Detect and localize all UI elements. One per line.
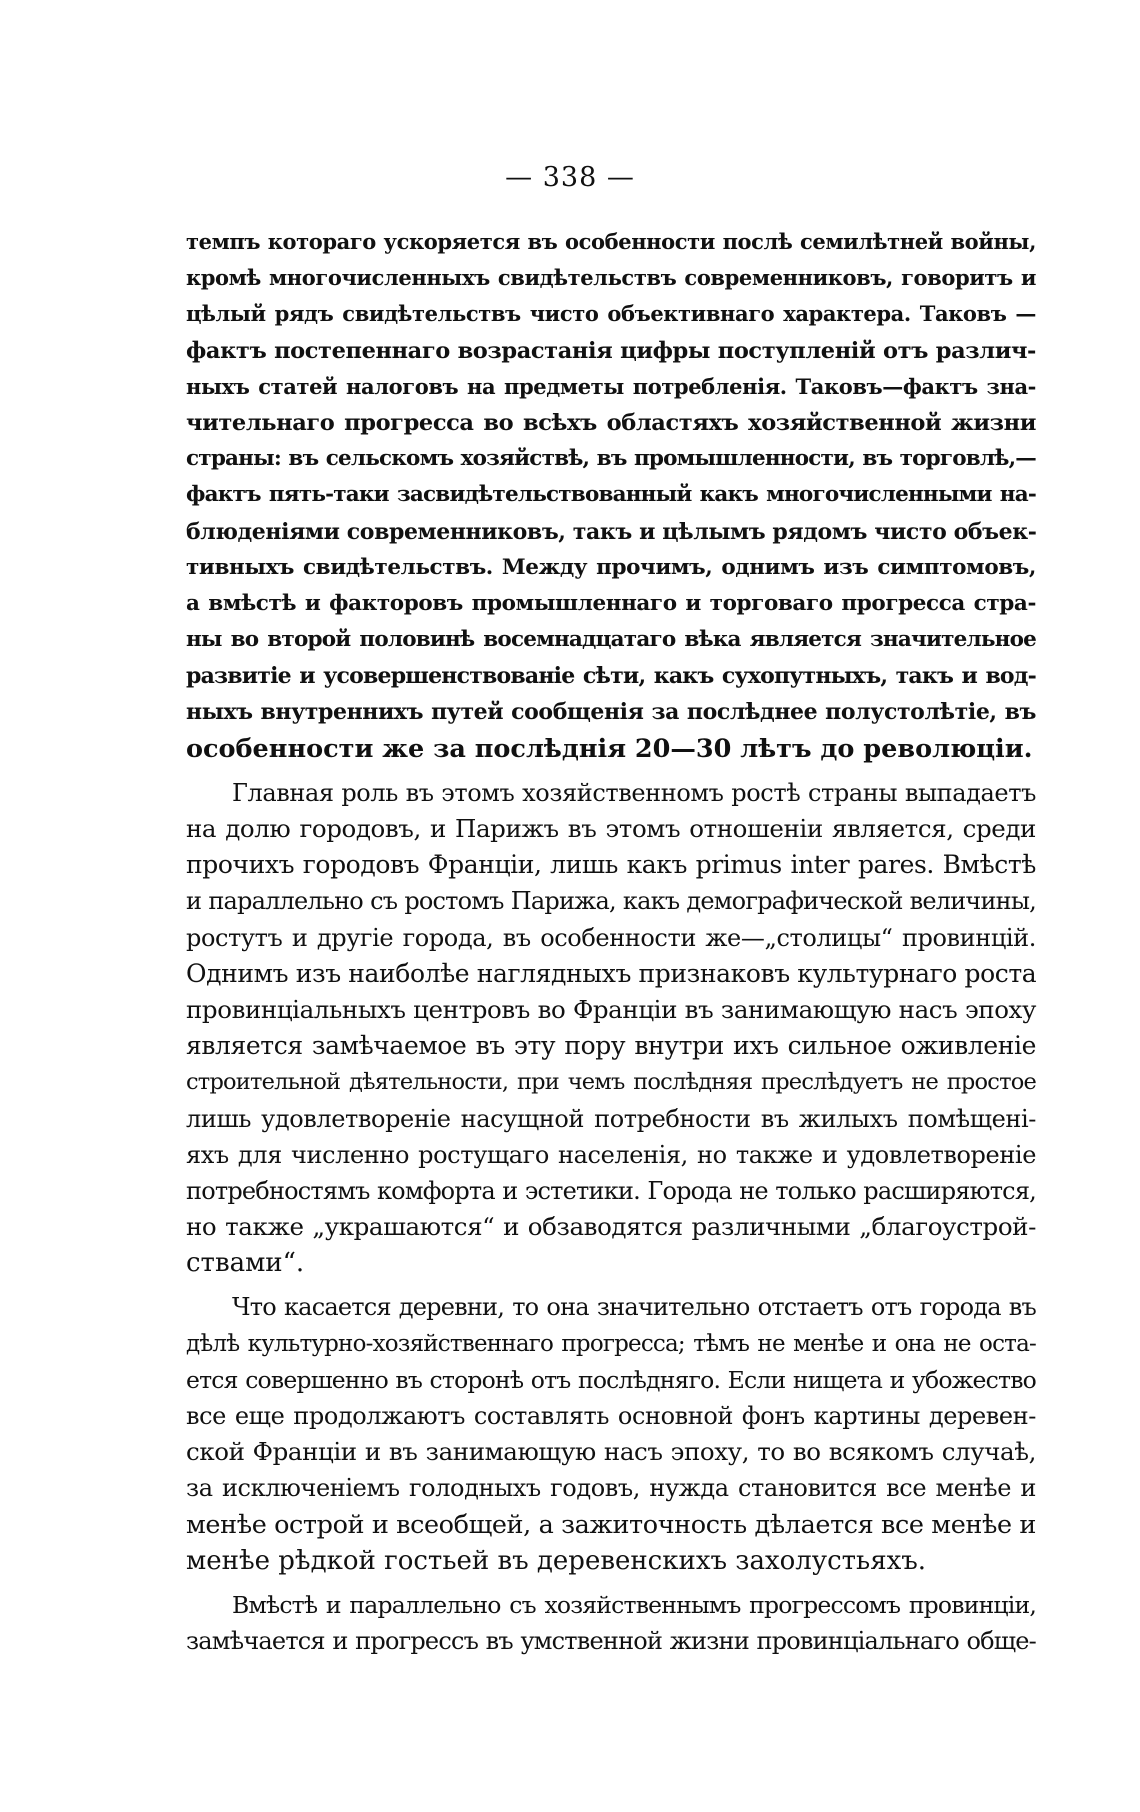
text-line: строительной дѣятельности, при чемъ послѣдняя преслѣдуетъ не простое xyxy=(186,1069,1036,1096)
text-line: цѣлый рядъ свидѣтельствъ чисто объективнаго характера. Таковъ — xyxy=(186,301,1036,327)
text-line: Вмѣстѣ и параллельно съ хозяйственнымъ прогрессомъ провинціи, xyxy=(232,1590,1036,1619)
text-line: прочихъ городовъ Франціи, лишь какъ primus inter pares. Вмѣстѣ xyxy=(186,850,1036,880)
text-line: менѣе острой и всеобщей, а зажиточность дѣлается все менѣе и xyxy=(186,1509,1036,1540)
text-line: страны: въ сельскомъ хозяйствѣ, въ промышленности, въ торговлѣ,— xyxy=(186,446,1036,472)
text-line: тивныхъ свидѣтельствъ. Между прочимъ, однимъ изъ симптомовъ, xyxy=(186,554,1036,580)
text-line: ныхъ внутреннихъ путей сообщенія за послѣднее полустолѣтіе, въ xyxy=(186,699,1036,726)
text-line: Главная роль въ этомъ хозяйственномъ ростѣ страны выпадаетъ xyxy=(232,778,1036,807)
text-line: ется совершенно въ сторонѣ отъ послѣдняго. Если нищета и убожество xyxy=(186,1365,1036,1394)
text-line: ростутъ и другіе города, въ особенности же—„столицы“ провинцій. xyxy=(186,923,1036,952)
text-line: провинціальныхъ центровъ во Франціи въ занимающую насъ эпоху xyxy=(186,994,1036,1024)
text-line: чительнаго прогресса во всѣхъ областяхъ хозяйственной жизни xyxy=(186,409,1036,436)
text-line: фактъ постепеннаго возрастанія цифры поступленій отъ различ- xyxy=(186,337,1036,364)
text-line: дѣлѣ культурно-хозяйственнаго прогресса; тѣмъ не менѣе и она не оста- xyxy=(186,1330,1036,1357)
text-line: яхъ для численно ростущаго населенія, но также и удовлетвореніе xyxy=(186,1140,1036,1169)
text-line: потребностямъ комфорта и эстетики. Города не только расширяются, xyxy=(186,1176,1036,1205)
text-line: и параллельно съ ростомъ Парижа, какъ демографической величины, xyxy=(186,887,1036,916)
text-line: а вмѣстѣ и факторовъ промышленнаго и торговаго прогресса стра- xyxy=(186,590,1036,616)
text-line: Однимъ изъ наиболѣе наглядныхъ признаковъ культурнаго роста xyxy=(186,958,1037,988)
text-line: менѣе рѣдкой гостьей въ деревенскихъ захолустьяхъ. xyxy=(186,1545,927,1576)
text-line: является замѣчаемое въ эту пору внутри ихъ сильное оживленіе xyxy=(186,1031,1036,1061)
paragraph-1 xyxy=(186,224,1036,767)
text-line: развитіе и усовершенствованіе сѣти, какъ сухопутныхъ, такъ и вод- xyxy=(186,663,1036,690)
text-line: замѣчается и прогрессъ въ умственной жизни провинціальнаго обще- xyxy=(186,1627,1036,1656)
text-line: Что касается деревни, то она значительно отстаетъ отъ города въ xyxy=(232,1293,1036,1322)
text-line: ской Франціи и въ занимающую насъ эпоху, то во всякомъ случаѣ, xyxy=(186,1437,1036,1467)
text-line: лишь удовлетвореніе насущной потребности въ жилыхъ помѣщені- xyxy=(186,1104,1036,1133)
text-line: ны во второй половинѣ восемнадцатаго вѣка является значительное xyxy=(186,627,1036,653)
paragraph-2 xyxy=(186,775,1036,1282)
text-line: блюденіями современниковъ, такъ и цѣлымъ рядомъ чисто объек- xyxy=(186,518,1037,545)
page-number: — 338 — xyxy=(505,162,635,193)
text-line: ныхъ статей налоговъ на предметы потребленія. Таковъ—фактъ зна- xyxy=(186,373,1036,399)
text-line: все еще продолжаютъ составлять основной фонъ картины деревен- xyxy=(186,1402,1036,1430)
text-line: ствами“. xyxy=(186,1248,305,1279)
text-line: темпъ котораго ускоряется въ особенности послѣ семилѣтней войны, xyxy=(186,229,1036,254)
text-line: фактъ пять-таки засвидѣтельствованный какъ многочисленными на- xyxy=(186,482,1036,508)
text-line: кромѣ многочисленныхъ свидѣтельствъ современниковъ, говоритъ и xyxy=(186,265,1036,291)
text-line: но также „украшаются“ и обзаводятся различными „благоустрой- xyxy=(186,1212,1036,1242)
text-line: на долю городовъ, и Парижъ въ этомъ отношеніи является, среди xyxy=(186,814,1036,843)
body-text xyxy=(186,224,1036,1659)
text-line: за исключеніемъ голодныхъ годовъ, нужда становится все менѣе и xyxy=(186,1474,1036,1503)
text-line: особенности же за послѣднія 20—30 лѣтъ до революціи. xyxy=(186,733,1033,764)
paragraph-3 xyxy=(186,1289,1036,1579)
paragraph-4 xyxy=(186,1587,1036,1659)
